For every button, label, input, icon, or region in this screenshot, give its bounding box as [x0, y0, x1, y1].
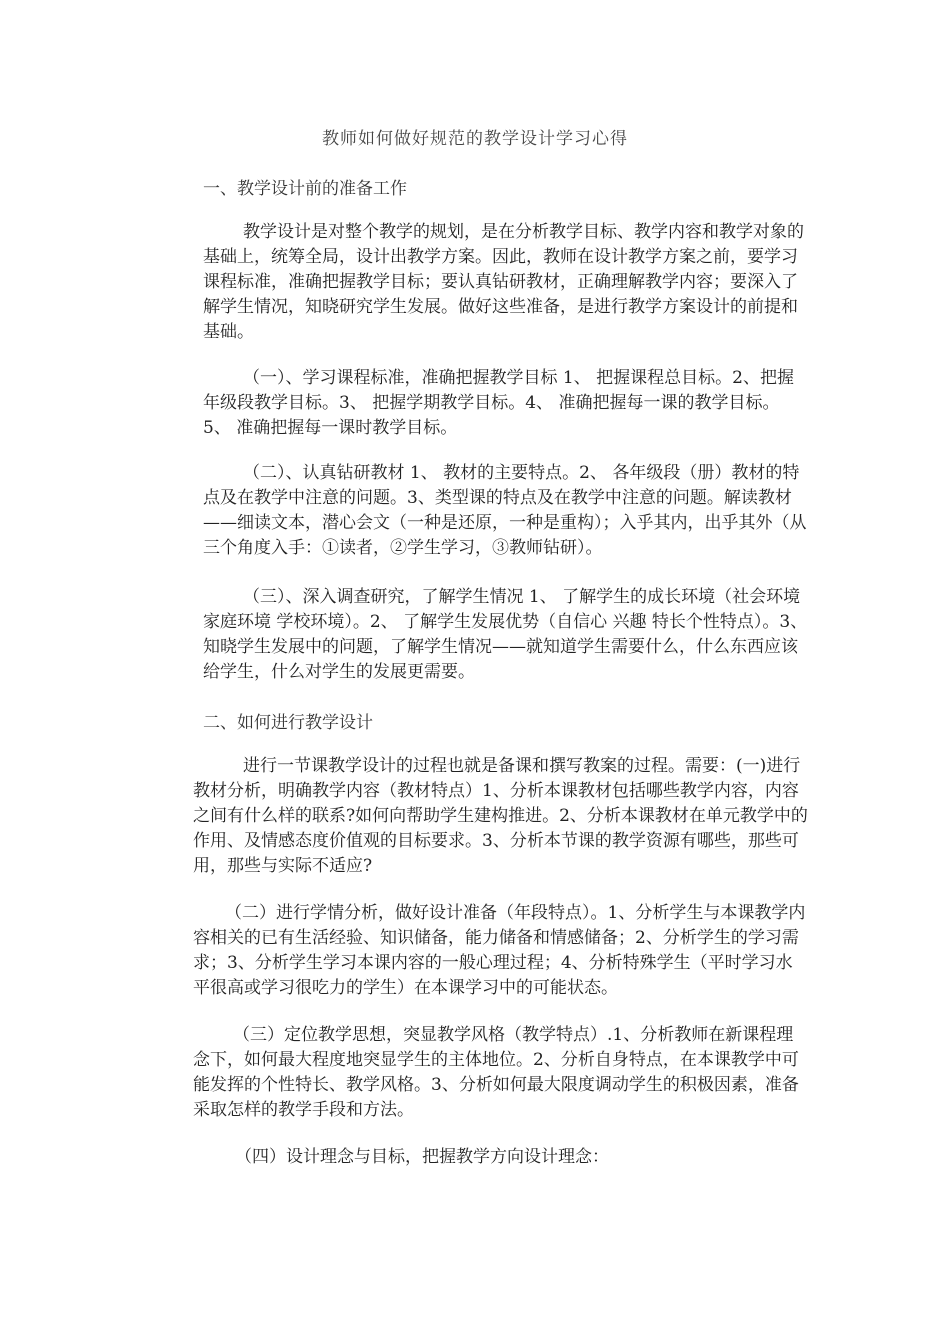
paragraph-5: 进行一节课教学设计的过程也就是备课和撰写教案的过程。需要：(一)进行教材分析，明确教学内容（教材特点）1、分析本课教材包括哪些教学内容，内容之间有什么样的联系?如何向帮助学生建构推进。2、分析本课教材在单元教学中的作用、及情感态度价值观的目标要求。3、分析本节课的教学资源有哪些，那些可用，那些与实际不适应?: [193, 756, 808, 876]
document-title: 教师如何做好规范的教学设计学习心得: [322, 129, 628, 149]
paragraph-7: （三）定位教学思想，突显教学风格（教学特点）.1、分析教师在新课程理念下，如何最大程度地突显学生的主体地位。2、分析自身特点，在本课教学中可能发挥的个性特长、教学风格。3、分析如何最大限度调动学生的积极因素，准备采取怎样的教学手段和方法。: [193, 1025, 799, 1120]
paragraph-2: （一）、学习课程标准，准确把握教学目标 1、 把握课程总目标。2、把握年级段教学目标。3、 把握学期教学目标。4、 准确把握每一课的教学目标。 5、 准确把握每一课时教学目标。: [203, 368, 794, 438]
paragraph-6: （二）进行学情分析，做好设计准备（年段特点）。1、分析学生与本课教学内容相关的已有生活经验、知识储备，能力储备和情感储备；2、分析学生的学习需求；3、分析学生学习本课内容的一般心理过程；4、分析特殊学生（平时学习水平很高或学习很吃力的学生）在本课学习中的可能状态。: [193, 903, 806, 998]
paragraph-3: （二）、认真钻研教材 1、 教材的主要特点。2、 各年级段（册）教材的特点及在教学中注意的问题。3、类型课的特点及在教学中注意的问题。解读教材——细读文本，潜心会文（一种是还原，一种是重构）；入乎其内，出乎其外（从三个角度入手：①读者，②学生学习，③教师钻研）。: [203, 463, 807, 558]
paragraph-4: （三）、深入调查研究，了解学生情况 1、 了解学生的成长环境（社会环境 家庭环境 学校环境）。2、 了解学生发展优势（自信心 兴趣 特长个性特点）。3、 知晓学生发展中的问题，了解学生情况——就知道学生需要什么，什么东西应该给学生，什么对学生的发展更需要。: [203, 587, 808, 682]
paragraph-1: 教学设计是对整个教学的规划，是在分析教学目标、教学内容和教学对象的基础上，统筹全局，设计出教学方案。因此，教师在设计教学方案之前，要学习课程标准，准确把握教学目标；要认真钻研教材，正确理解教学内容；要深入了解学生情况，知晓研究学生发展。做好这些准备，是进行教学方案设计的前提和基础。: [203, 222, 804, 342]
section-heading-1: 一、教学设计前的准备工作: [203, 179, 407, 199]
section-heading-2: 二、如何进行教学设计: [203, 713, 373, 733]
paragraph-8: （四）设计理念与目标，把握教学方向设计理念：: [235, 1147, 609, 1167]
